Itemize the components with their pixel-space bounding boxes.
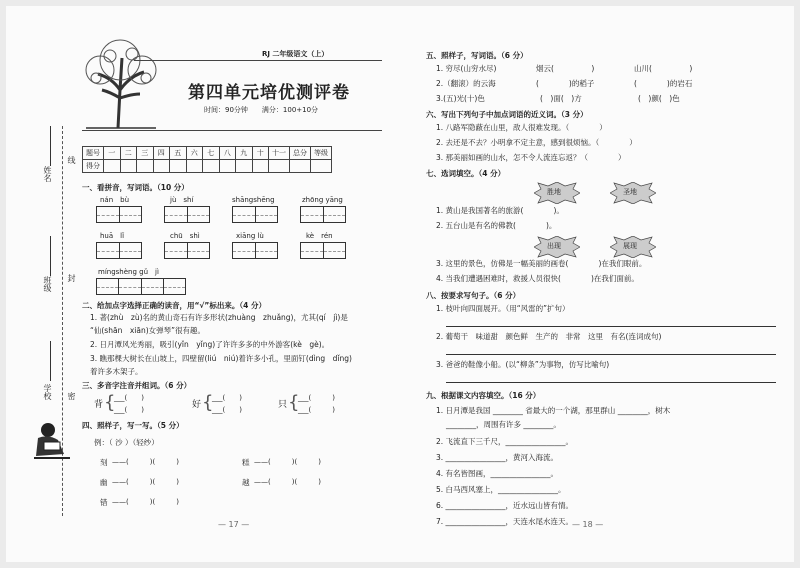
score-input[interactable] xyxy=(120,160,137,173)
score-input[interactable] xyxy=(219,160,236,173)
pinyin: kè rén xyxy=(306,232,333,240)
question-line: 1. 穷尽(山穷水尽) xyxy=(436,64,497,73)
writing-grid[interactable] xyxy=(232,242,278,259)
answer-blank[interactable]: ( )的稻子 xyxy=(536,79,595,88)
section-1-title: 一、看拼音，写词语。（10 分） xyxy=(82,183,189,192)
answer-line[interactable] xyxy=(446,326,776,327)
question-line: 4. 有名皆图画，________________。 xyxy=(436,469,559,478)
question-line: 3. 爸爸的鞋像小船。(以“柳条”为事物，仿写比喻句) xyxy=(436,360,610,369)
score-row-label: 得分 xyxy=(83,160,104,173)
score-cell: 一 xyxy=(104,147,121,160)
question-line: ________，周围有许多 ________。 xyxy=(446,420,561,429)
score-input[interactable] xyxy=(104,160,121,173)
question-line: 7. ________________，天连水尾水连天。 xyxy=(436,517,574,526)
pinyin: shāngshēng xyxy=(232,196,275,204)
question-line: 1. 黄山是我国著名的旅游( )。 xyxy=(436,206,564,215)
score-cell: 等级 xyxy=(311,147,332,160)
answer-blank[interactable]: ___( ) xyxy=(298,406,335,414)
word-badge-2: 圣地 xyxy=(623,188,637,196)
section-7-title: 七、选词填空。（4 分） xyxy=(426,169,506,178)
writing-grid[interactable] xyxy=(300,206,346,223)
score-cell: 九 xyxy=(236,147,253,160)
answer-blank[interactable]: 山川( ) xyxy=(634,64,693,73)
seal-mark: 封 xyxy=(67,274,76,282)
score-cell: 四 xyxy=(153,147,170,160)
example-line: 例：（ 沙 ）（轻纱） xyxy=(94,438,159,447)
answer-line[interactable] xyxy=(446,382,776,383)
exam-meta: 时间：90分钟 满分：100+10分 xyxy=(204,106,319,114)
answer-blank[interactable]: ( )的岩石 xyxy=(634,79,693,88)
writing-grid[interactable] xyxy=(300,242,346,259)
page-number-right: — 18 — xyxy=(572,520,604,529)
pinyin: chū shì xyxy=(170,232,200,240)
brace-icon: { xyxy=(202,392,214,413)
score-cell: 三 xyxy=(137,147,154,160)
section-2-title: 二、给加点字选择正确的读音，用“√”标出来。（4 分） xyxy=(82,301,266,310)
score-input[interactable] xyxy=(153,160,170,173)
writing-grid[interactable] xyxy=(232,206,278,223)
question-line: 1. 著(zhù zù)名的黄山奇石有许多形状(zhuàng zhuǎng)，尤其(qí jì)是 xyxy=(90,313,348,322)
radical-char: 越 xyxy=(242,478,250,487)
answer-blank[interactable]: ___( ) xyxy=(114,406,165,414)
question-line: 着许多木架子。 xyxy=(90,367,143,376)
score-cell: 五 xyxy=(170,147,187,160)
score-cell: 七 xyxy=(203,147,220,160)
section-3-title: 三、多音字注音并组词。（6 分） xyxy=(82,381,192,390)
question-line: 3. 这里的景色，仿佛是一幅美丽的画卷( )在我们眼前。 xyxy=(436,259,647,268)
score-input[interactable] xyxy=(170,160,187,173)
score-cell: 题号 xyxy=(83,147,104,160)
name-label: 姓名 xyxy=(43,166,52,182)
answer-blank[interactable]: ___( ) xyxy=(114,394,165,402)
pinyin: zhōng yāng xyxy=(302,196,343,204)
question-line: 2. 飞流直下三千尺，________________。 xyxy=(436,437,574,446)
class-blank xyxy=(50,236,51,276)
writing-grid[interactable] xyxy=(96,206,142,223)
answer-blank[interactable]: ___( ) xyxy=(298,394,335,402)
answer-blank[interactable]: ——( )( ) xyxy=(112,498,179,506)
exam-sheet xyxy=(6,6,794,562)
answer-blank[interactable]: ___( ) xyxy=(212,406,242,414)
answer-blank[interactable]: ——( )( ) xyxy=(112,478,179,486)
question-line: 1. 八路军隐蔽在山里，敌人很难发现。（ ） xyxy=(436,123,607,132)
line-mark: 线 xyxy=(67,156,76,164)
question-line: 2.（翻滚）的云海 xyxy=(436,79,496,88)
answer-blank[interactable]: ——( )( ) xyxy=(112,458,179,466)
score-input[interactable] xyxy=(269,160,290,173)
question-line: 4. 当我们遭遇困难时，救援人员很快( )在我们面前。 xyxy=(436,274,639,283)
writing-grid[interactable] xyxy=(164,206,210,223)
answer-blank[interactable]: ( )面( )方 xyxy=(540,94,582,103)
radical-char: 幽 xyxy=(100,478,108,487)
question-line: 3. 瞧那棵大树长在山坡上，四壁留(liú niú)着许多小孔，里面钉(dìng dǐng) xyxy=(90,354,352,363)
question-line: 2. 葡萄干 味道甜 颜色鲜 生产的 非常 这里 有名(连词成句) xyxy=(436,332,662,341)
title-rule xyxy=(82,130,382,131)
score-input[interactable] xyxy=(236,160,253,173)
score-cell: 十一 xyxy=(269,147,290,160)
score-input[interactable] xyxy=(186,160,203,173)
word-badge-4: 展现 xyxy=(623,242,637,250)
answer-blank[interactable]: ——( )( ) xyxy=(254,458,321,466)
score-cell: 八 xyxy=(219,147,236,160)
writing-grid[interactable] xyxy=(164,242,210,259)
score-input[interactable] xyxy=(290,160,311,173)
pinyin: huā lǐ xyxy=(100,232,125,240)
score-table xyxy=(82,146,332,173)
question-line: 2. 日月潭风光秀丽，吸引(yǐn yǐng)了许许多多的中外游客(kè gè)。 xyxy=(90,340,330,349)
polyphone-char: 背 xyxy=(94,400,104,410)
page-number-left: — 17 — xyxy=(218,520,250,529)
score-table-score-row xyxy=(83,160,332,173)
answer-blank[interactable]: ——( )( ) xyxy=(254,478,321,486)
pinyin: nán bù xyxy=(100,196,130,204)
section-8-title: 八、按要求写句子。（6 分） xyxy=(426,291,521,300)
question-line: 3. 那美丽如画的山水，怎不令人流连忘返？（ ） xyxy=(436,153,626,162)
answer-blank[interactable]: 烟云( ) xyxy=(536,64,595,73)
brace-icon: { xyxy=(288,392,300,413)
polyphone-char: 好 xyxy=(192,400,202,410)
class-label: 班级 xyxy=(43,276,52,292)
score-input[interactable] xyxy=(137,160,154,173)
tree-illustration xyxy=(82,38,160,130)
answer-blank[interactable]: ___( ) xyxy=(212,394,242,402)
exam-title: 第四单元培优测评卷 xyxy=(188,83,350,103)
word-badge-1: 胜地 xyxy=(547,188,561,196)
score-input[interactable] xyxy=(203,160,220,173)
question-line: 3.(五)光(十)色 xyxy=(436,94,485,103)
radical-char: 糕 xyxy=(242,458,250,467)
question-line: “仙(shān xiān)女弹琴”很有趣。 xyxy=(90,326,206,335)
secret-mark: 密 xyxy=(67,392,76,400)
score-cell: 十 xyxy=(252,147,269,160)
pinyin: míngshèng gǔ jì xyxy=(98,268,159,276)
radical-char: 刻 xyxy=(100,458,108,467)
pinyin: jù shí xyxy=(170,196,194,204)
school-label: 学校 xyxy=(43,384,52,400)
question-line: 3. ________________，黄河入海流。 xyxy=(436,453,559,462)
word-badge-3: 出现 xyxy=(547,242,561,250)
reading-child-illustration xyxy=(30,416,74,464)
edition-label: RJ 二年级语文（上） xyxy=(262,50,329,58)
score-cell: 总分 xyxy=(290,147,311,160)
question-line: 2. 去还是不去？小明拿不定主意，感到很烦恼。（ ） xyxy=(436,138,637,147)
brace-icon: { xyxy=(104,392,116,413)
school-blank xyxy=(50,341,51,381)
question-line: 1. 枝叶向四面展开。（用“风雷的”扩句） xyxy=(436,304,570,313)
answer-blank[interactable]: ( )颜( )色 xyxy=(638,94,680,103)
score-cell: 二 xyxy=(120,147,137,160)
section-9-title: 九、根据课文内容填空。（16 分） xyxy=(426,391,541,400)
question-line: 1. 日月潭是我国 ________ 省最大的一个湖，那里群山 ________，树木 xyxy=(436,406,671,415)
score-input[interactable] xyxy=(252,160,269,173)
name-blank xyxy=(50,126,51,166)
polyphone-char: 只 xyxy=(278,400,288,410)
header-rule xyxy=(134,60,382,61)
writing-grid[interactable] xyxy=(96,242,142,259)
score-input[interactable] xyxy=(311,160,332,173)
score-table-header-row xyxy=(83,147,332,160)
writing-grid[interactable] xyxy=(96,278,186,295)
pinyin: xiāng lù xyxy=(236,232,264,240)
question-line: 5. 白马西风塞上，________________。 xyxy=(436,485,566,494)
section-4-title: 四、照样子，写一写。（5 分） xyxy=(82,421,184,430)
radical-char: 错 xyxy=(100,498,108,507)
question-line: 2. 五台山是有名的佛教( )。 xyxy=(436,221,557,230)
answer-line[interactable] xyxy=(446,354,776,355)
question-line: 6. ________________，近水远山皆有情。 xyxy=(436,501,574,510)
section-5-title: 五、照样子，写词语。（6 分） xyxy=(426,51,528,60)
section-6-title: 六、写出下列句子中加点词语的近义词。（3 分） xyxy=(426,110,588,119)
score-cell: 六 xyxy=(186,147,203,160)
